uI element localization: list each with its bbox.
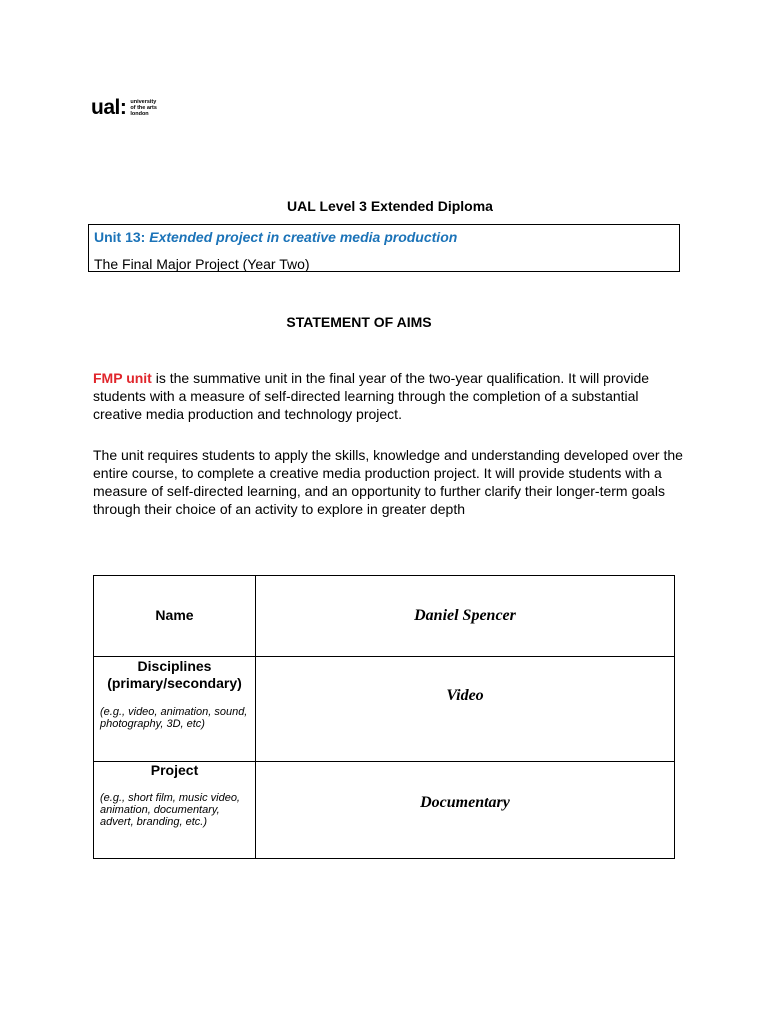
- table-row: [94, 762, 675, 859]
- ual-logo: [91, 97, 157, 118]
- row-value: Video: [446, 687, 484, 704]
- logo-mark: ual:: [91, 96, 127, 119]
- label-cell: [94, 657, 256, 762]
- paragraph-highlight: FMP unit: [93, 370, 152, 386]
- info-table: [93, 575, 675, 859]
- value-cell: [256, 657, 675, 762]
- statement-heading: STATEMENT OF AIMS: [286, 314, 432, 330]
- row-value: Daniel Spencer: [414, 607, 516, 624]
- table-row: [94, 576, 675, 657]
- unit-heading: [94, 229, 457, 245]
- value-cell: [256, 762, 675, 859]
- unit-box: [88, 224, 680, 272]
- label-cell: [94, 762, 256, 859]
- value-cell: [256, 576, 675, 657]
- label-cell: [94, 576, 256, 657]
- row-label: Project: [150, 762, 199, 778]
- paragraph-1: [93, 369, 683, 423]
- logo-words: [130, 99, 157, 117]
- row-value: Documentary: [420, 794, 510, 811]
- table-row: [94, 657, 675, 762]
- row-example: (e.g., video, animation, sound, photography, 3D, etc): [100, 706, 248, 730]
- unit-subtitle: The Final Major Project (Year Two): [94, 256, 310, 272]
- unit-name: Extended project in creative media production: [149, 229, 458, 245]
- logo-word: of the arts: [130, 104, 157, 111]
- paragraph-2: The unit requires students to apply the skills, knowledge and understanding developed over the entire course, to complete a creative media production project. It will provide students with a measure of self-directed learning, and an opportunity to further clarify their longer-term goals through their choice of an activity to explore in greater depth: [93, 447, 683, 517]
- row-example: (e.g., short film, music video, animation, documentary, advert, branding, etc.): [100, 792, 240, 828]
- row-label: Name: [155, 607, 194, 623]
- logo-word: university: [130, 98, 157, 105]
- row-label: Disciplines (primary/secondary): [107, 658, 242, 691]
- unit-label: Unit 13:: [94, 229, 146, 245]
- document-title: UAL Level 3 Extended Diploma: [287, 198, 493, 214]
- logo-word: london: [130, 110, 149, 117]
- paragraph-1-text: is the summative unit in the final year of the two-year qualification. It will provide students with a measure of self-directed learning through the completion of a substantial creative media production and technology project.: [93, 370, 650, 422]
